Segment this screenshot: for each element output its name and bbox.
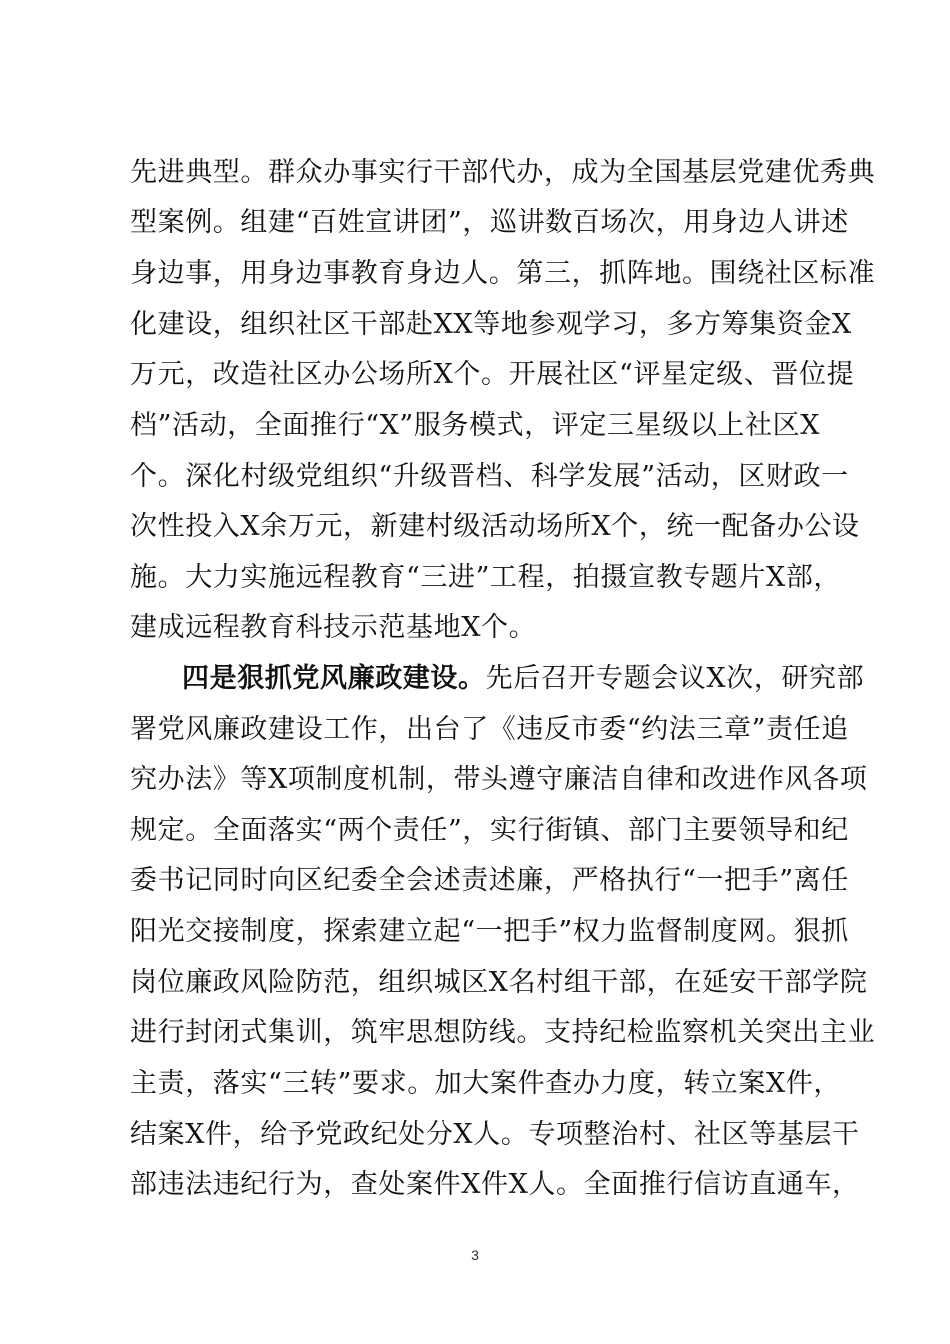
paragraph-line: 次性投入X余万元，新建村级活动场所X个，统一配备办公设 bbox=[130, 511, 860, 542]
section-heading: 四是狠抓党风廉政建设。 bbox=[182, 663, 486, 694]
paragraph-line: 规定。全面落实“两个责任”，实行街镇、部门主要领导和纪 bbox=[130, 815, 849, 846]
section-first-line bbox=[182, 662, 864, 696]
paragraph-line: 阳光交接制度，探索建立起“一把手”权力监督制度网。狠抓 bbox=[130, 916, 849, 947]
paragraph-line: 岗位廉政风险防范，组织城区X名村组干部，在延安干部学院 bbox=[130, 967, 868, 998]
paragraph-line: 建成远程教育科技示范基地X个。 bbox=[130, 612, 537, 643]
paragraph-line: 身边事，用身边事教育身边人。第三，抓阵地。围绕社区标准 bbox=[130, 258, 876, 289]
paragraph-line: 万元，改造社区办公场所X个。开展社区“评星定级、晋位提 bbox=[130, 359, 855, 390]
section-first-line-text: 先后召开专题会议X次，研究部 bbox=[485, 663, 865, 694]
paragraph-line: 部违法违纪行为，查处案件X件X人。全面推行信访直通车， bbox=[130, 1169, 860, 1200]
paragraph-line: 先进典型。群众办事实行干部代办，成为全国基层党建优秀典 bbox=[130, 157, 876, 188]
paragraph-line: 结案X件，给予党政纪处分X人。专项整治村、社区等基层干 bbox=[130, 1119, 860, 1150]
paragraph-line: 型案例。组建“百姓宣讲团”，巡讲数百场次，用身边人讲述 bbox=[130, 207, 849, 238]
paragraph-line: 个。深化村级党组织“升级晋档、科学发展”活动，区财政一 bbox=[130, 461, 849, 492]
paragraph-line: 主责，落实“三转”要求。加大案件查办力度，转立案X件， bbox=[130, 1068, 842, 1099]
paragraph-line: 署党风廉政建设工作，出台了《违反市委“约法三章”责任追 bbox=[130, 714, 849, 745]
page-number: 3 bbox=[471, 1247, 479, 1263]
paragraph-line: 档”活动，全面推行“X”服务模式，评定三星级以上社区X bbox=[130, 410, 821, 441]
paragraph-line: 究办法》等X项制度机制，带头遵守廉洁自律和改进作风各项 bbox=[130, 764, 868, 795]
paragraph-line: 委书记同时向区纪委全会述责述廉，严格执行“一把手”离任 bbox=[130, 865, 849, 896]
paragraph-line: 进行封闭式集训，筑牢思想防线。支持纪检监察机关突出主业 bbox=[130, 1017, 876, 1048]
paragraph-line: 施。大力实施远程教育“三进”工程，拍摄宣教专题片X部， bbox=[130, 562, 842, 593]
paragraph-line: 化建设，组织社区干部赴XX等地参观学习，多方筹集资金X bbox=[130, 309, 852, 340]
